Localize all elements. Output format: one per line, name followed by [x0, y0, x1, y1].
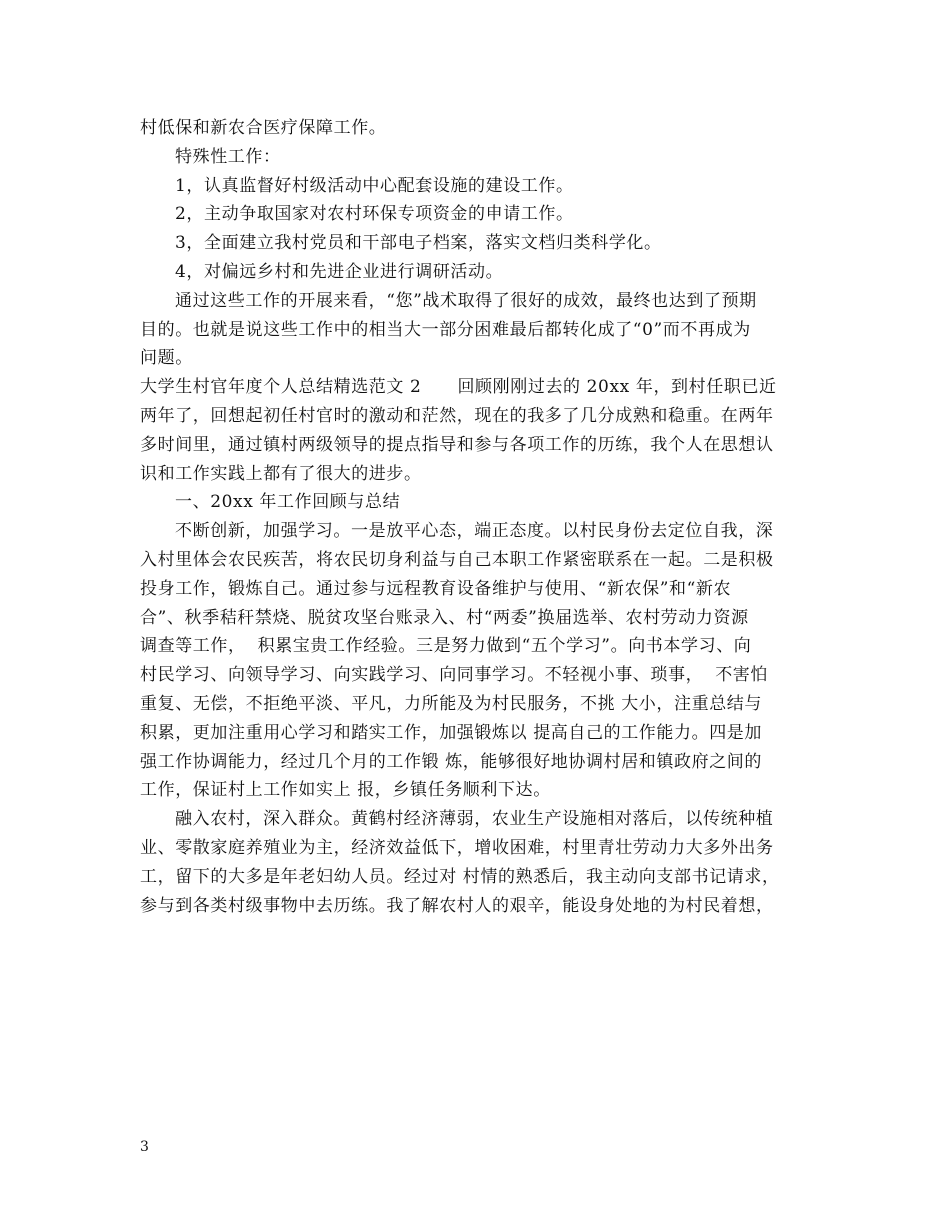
text-line: 参与到各类村级事物中去历练。我了解农村人的艰辛，能设身处地的为村民着想， [140, 895, 774, 916]
text-line: 识和工作实践上都有了很大的进步。 [140, 463, 422, 484]
text-line: 问题。 [140, 348, 193, 369]
text-line: 业、零散家庭养殖业为主，经济效益低下，增收困难，村里青壮劳动力大多外出务 [140, 837, 774, 858]
text-line: 多时间里，通过镇村两级领导的提点指导和参与各项工作的历练，我个人在思想认 [140, 434, 774, 455]
text-line: 一、20xx 年工作回顾与总结 [175, 492, 401, 513]
text-line: 调查等工作， 积累宝贵工作经验。三是努力做到“五个学习”。向书本学习、向 [140, 636, 752, 657]
text-line: 融入农村，深入群众。黄鹤村经济薄弱，农业生产设施相对落后，以传统种植 [175, 809, 774, 830]
text-line: 两年了，回想起初任村官时的激动和茫然，现在的我多了几分成熟和稳重。在两年 [140, 405, 774, 426]
text-line: 不断创新，加强学习。一是放平心态，端正态度。以村民身份去定位自我，深 [175, 521, 774, 542]
text-line: 特殊性工作： [175, 146, 281, 167]
text-line: 2，主动争取国家对农村环保专项资金的申请工作。 [175, 204, 574, 225]
text-line: 3，全面建立我村党员和干部电子档案，落实文档归类科学化。 [175, 233, 662, 254]
text-line: 大学生村官年度个人总结精选范文 2 回顾刚刚过去的 20xx 年，到村任职已近 [140, 377, 777, 398]
text-line: 投身工作，锻炼自己。通过参与远程教育设备维护与使用、“新农保”和“新农 [140, 578, 732, 599]
text-line: 工，留下的大多是年老妇幼人员。经过对 村情的熟悉后，我主动向支部书记请求， [140, 866, 780, 887]
text-line: 强工作协调能力，经过几个月的工作锻 炼，能够很好地协调村居和镇政府之间的 [140, 751, 763, 772]
document-body [140, 114, 812, 920]
text-line: 4，对偏远乡村和先进企业进行调研活动。 [175, 261, 504, 282]
page-number: 3 [140, 1139, 149, 1155]
text-line: 积累，更加注重用心学习和踏实工作，加强锻炼以 提高自己的工作能力。四是加 [140, 722, 763, 743]
text-line: 入村里体会农民疾苦，将农民切身利益与自己本职工作紧密联系在一起。二是积极 [140, 549, 774, 570]
text-line: 目的。也就是说这些工作中的相当大一部分困难最后都转化成了“0”而不再成为 [140, 319, 751, 340]
text-line: 1，认真监督好村级活动中心配套设施的建设工作。 [175, 175, 574, 196]
text-line: 工作，保证村上工作如实上 报，乡镇任务顺利下达。 [140, 780, 551, 801]
text-line: 村低保和新农合医疗保障工作。 [140, 118, 387, 138]
text-line: 通过这些工作的开展来看，“您”战术取得了很好的成效，最终也达到了预期 [175, 290, 757, 311]
text-line: 重复、无偿，不拒绝平淡、平凡，力所能及为村民服务，不挑 大小，注重总结与 [140, 693, 763, 714]
text-line: 合”、秋季秸秆禁烧、脱贫攻坚台账录入、村“两委”换届选举、农村劳动力资源 [140, 607, 749, 628]
text-line: 村民学习、向领导学习、向实践学习、向同事学习。不轻视小事、琐事， 不害怕 [140, 665, 769, 686]
